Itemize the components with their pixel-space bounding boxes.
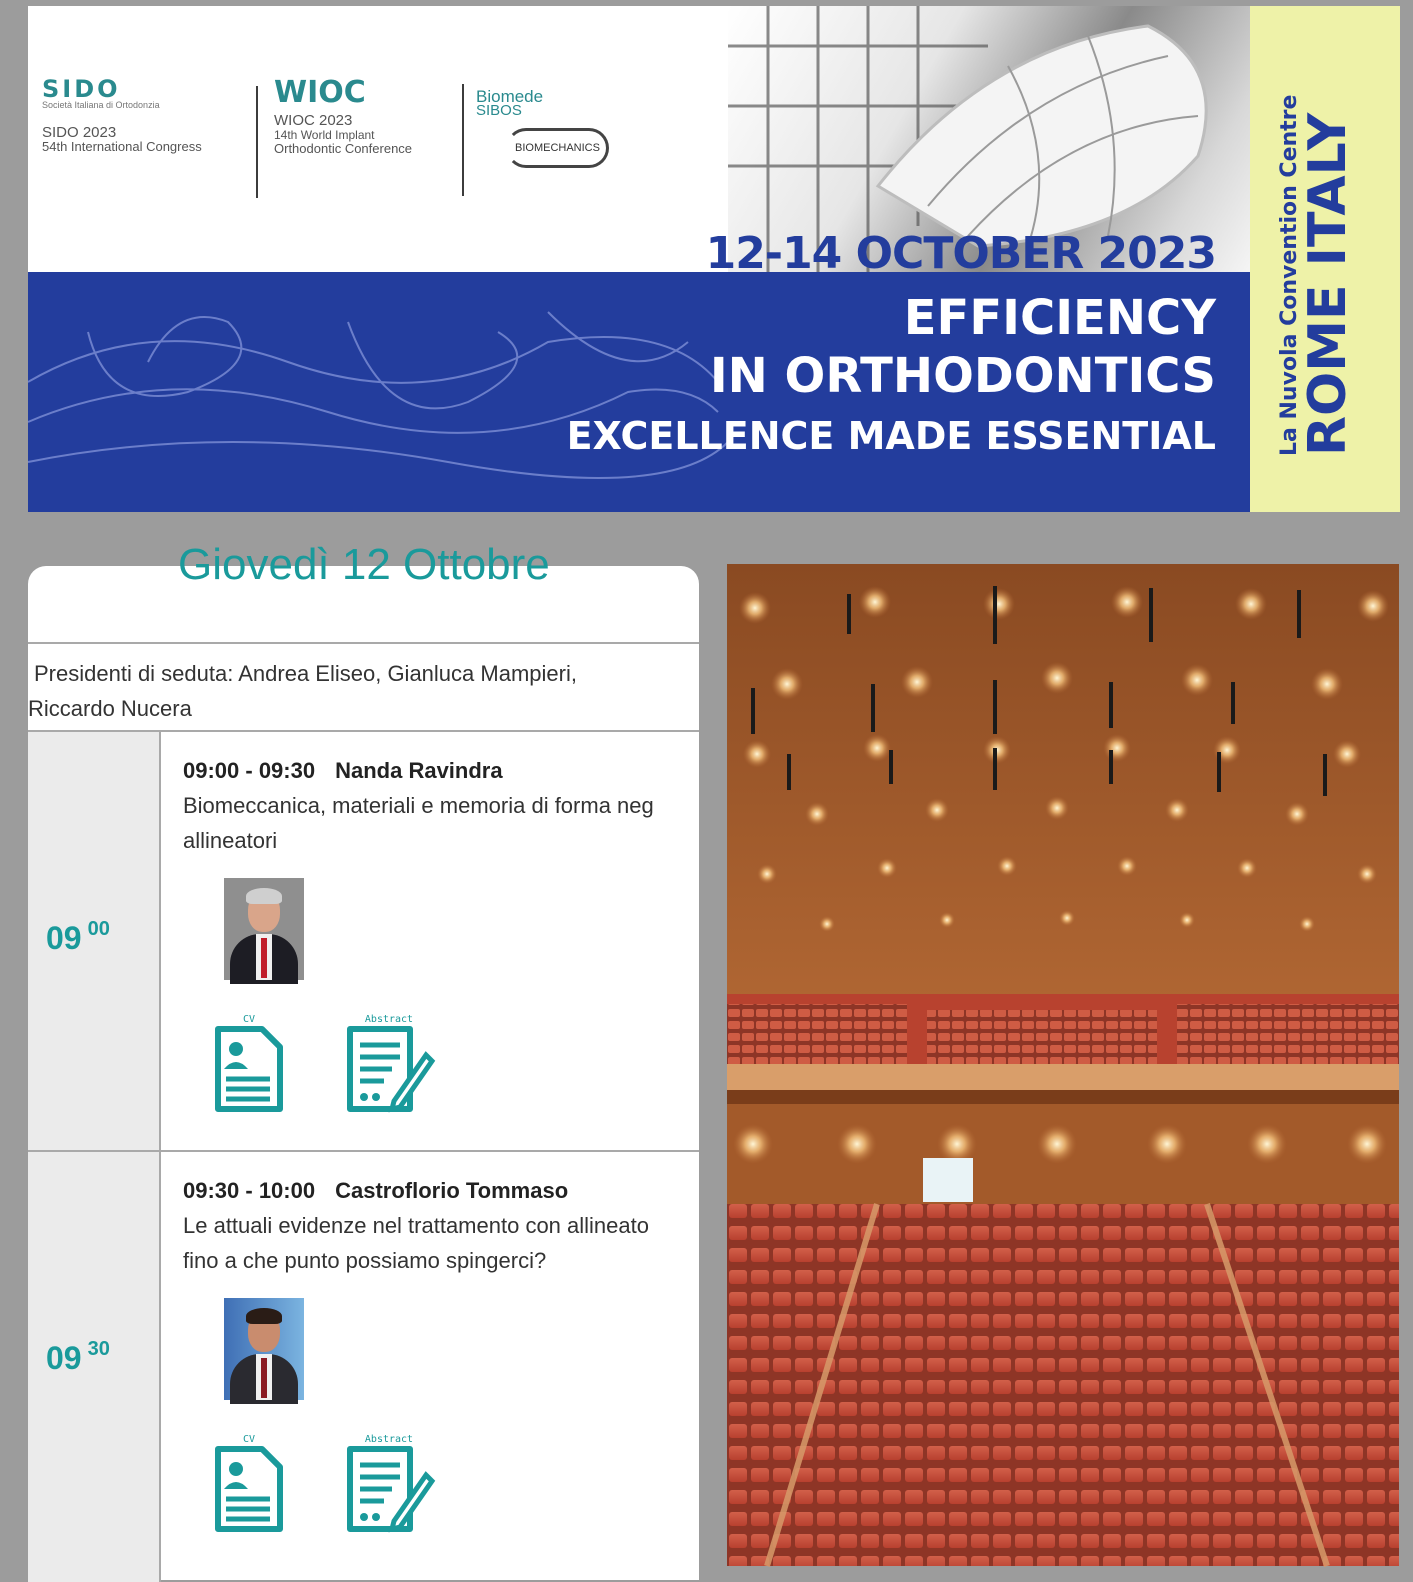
slot-minute: 00 xyxy=(87,918,110,940)
sido-logo-mark: SIDO xyxy=(42,75,121,103)
abstract-icon-label: Abstract xyxy=(364,1014,414,1025)
slot-time xyxy=(46,920,110,957)
wioc-logo xyxy=(274,75,413,156)
speaker-photo-hair xyxy=(246,888,282,904)
abstract-icon[interactable] xyxy=(344,1014,434,1120)
slot-time-column xyxy=(28,1152,161,1582)
sido-logo xyxy=(42,75,202,154)
sibos-mark: SIBOS xyxy=(476,102,522,119)
cv-icon[interactable] xyxy=(212,1014,286,1120)
auditorium-illustration xyxy=(727,564,1399,1566)
slot-heading xyxy=(183,1178,703,1204)
slot-hour: 09 xyxy=(46,920,82,956)
sido-year: SIDO 2023 xyxy=(42,124,117,141)
program-card xyxy=(28,540,699,1580)
talk-title-line2: fino a che punto possiamo spingerci? xyxy=(183,1248,547,1273)
cv-document-icon xyxy=(212,1445,286,1535)
slot-range: 09:00 - 09:30 xyxy=(183,758,316,783)
slot-range: 09:30 - 10:00 xyxy=(183,1178,316,1203)
session-chairs xyxy=(28,656,699,726)
talk-title-line1: Le attuali evidenze nel trattamento con allineato xyxy=(183,1213,649,1238)
cv-icon-label: CV xyxy=(242,1014,256,1025)
biomede-logo-mark: Biomede xyxy=(476,87,544,106)
biomede-logo xyxy=(476,87,609,168)
logo-divider xyxy=(462,84,464,196)
slot-minute: 30 xyxy=(87,1338,110,1360)
wioc-conference-line2: Orthodontic Conference xyxy=(274,141,413,156)
abstract-document-icon xyxy=(344,1445,434,1535)
wioc-year: WIOC 2023 xyxy=(274,112,353,129)
slot-heading xyxy=(183,758,703,784)
event-banner xyxy=(28,6,1400,512)
speaker-photo[interactable] xyxy=(224,1298,304,1400)
program-slot xyxy=(28,1152,699,1582)
wioc-logo-mark: WIOC xyxy=(274,75,366,110)
speaker-name: Castroflorio Tommaso xyxy=(335,1178,569,1203)
abstract-document-icon xyxy=(344,1025,434,1115)
speaker-photo-hair xyxy=(246,1308,282,1324)
session-chairs-line1: Presidenti di seduta: Andrea Eliseo, Gianluca Mampieri, xyxy=(34,661,577,686)
headline-efficiency: EFFICIENCY xyxy=(903,290,1216,346)
venue-city: ROME ITALY xyxy=(1298,112,1358,456)
day-title: Giovedì 12 Ottobre xyxy=(178,540,550,589)
slot-info xyxy=(183,1178,703,1278)
headline-excellence: EXCELLENCE MADE ESSENTIAL xyxy=(566,414,1216,458)
abstract-icon-label: Abstract xyxy=(364,1434,414,1445)
headline-orthodontics: IN ORTHODONTICS xyxy=(709,348,1216,404)
slot-info xyxy=(183,758,703,858)
talk-title-line2: allineatori xyxy=(183,828,278,853)
session-chairs-line2: Riccardo Nucera xyxy=(28,696,192,721)
logo-divider xyxy=(256,86,258,198)
slot-hour: 09 xyxy=(46,1340,82,1376)
speaker-photo-tie xyxy=(261,938,267,978)
event-dates: 12-14 OCTOBER 2023 xyxy=(705,228,1216,279)
speaker-photo-tie xyxy=(261,1358,267,1398)
wioc-conference-line1: 14th World Implant xyxy=(274,128,375,142)
talk-title-line1: Biomeccanica, materiali e memoria di forma neg xyxy=(183,793,654,818)
sido-logo-sub: Società Italiana di Ortodonzia xyxy=(42,100,160,110)
auditorium-photo xyxy=(727,564,1399,1566)
venue-name: La Nuvola Convention Centre xyxy=(1277,94,1302,456)
cv-icon-label: CV xyxy=(242,1434,256,1445)
cv-icon[interactable] xyxy=(212,1434,286,1540)
sido-congress: 54th International Congress xyxy=(42,139,202,154)
abstract-icon[interactable] xyxy=(344,1434,434,1540)
wave-pattern-graphic xyxy=(28,272,728,512)
speaker-photo[interactable] xyxy=(224,878,304,980)
divider xyxy=(28,642,699,644)
biomechanics-logo: BIOMECHANICS xyxy=(506,128,609,168)
speaker-name: Nanda Ravindra xyxy=(335,758,503,783)
slot-time xyxy=(46,1340,110,1377)
cv-document-icon xyxy=(212,1025,286,1115)
slot-time-column xyxy=(28,732,161,1152)
program-slot xyxy=(28,732,699,1152)
venue-vertical-text xyxy=(1270,76,1370,456)
